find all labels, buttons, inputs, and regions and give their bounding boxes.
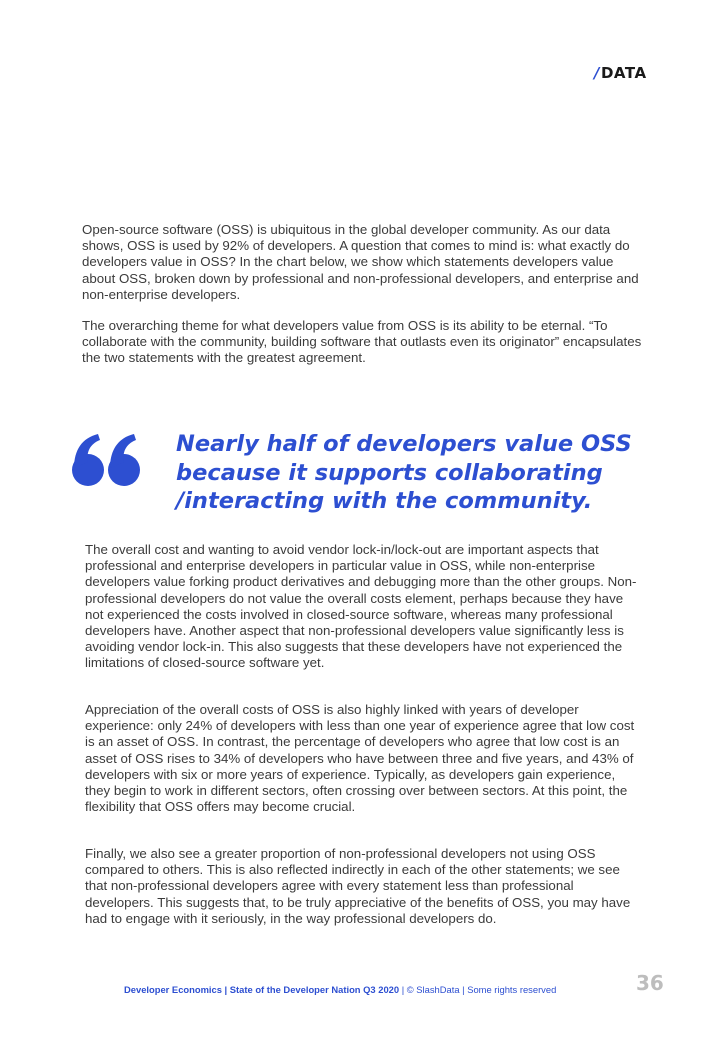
paragraph-cost-lockin: The overall cost and wanting to avoid vendor lock-in/lock-out are important aspects that professional and enterprise developers in particular value in OSS, while non-enterprise developers value forking product derivatives and debugging more than the other groups. Non-professional developers do not value the overall costs element, perhaps because they have not experienced the costs involved in closed-source software, whereas many professional developers have. Another aspect that non-professional developers value significantly less is avoiding vendor lock-in. This also suggests that these developers have not experienced the limitations of closed-source software yet. xyxy=(85,542,637,671)
footer xyxy=(124,984,624,995)
page-number: 36 xyxy=(636,971,664,995)
logo-text: DATA xyxy=(600,64,647,82)
logo-slash: / xyxy=(594,64,600,82)
paragraph-experience: Appreciation of the overall costs of OSS is also highly linked with years of developer experience: only 24% of developers with less than one year of experience agree that low cost is an asset of OSS. In contrast, the percentage of developers who agree that low cost is an asset of OSS rises to 34% of developers who have between three and five years, and 43% of developers with six or more years of experience. Typically, as developers gain experience, they begin to work in different sectors, often crossing over between sectors. At this point, the flexibility that OSS offers may become crucial. xyxy=(85,702,635,815)
footer-rights: Some rights reserved xyxy=(467,984,557,995)
footer-publication: Developer Economics | State of the Developer Nation Q3 2020 xyxy=(124,984,400,995)
quote-mark-icon xyxy=(68,424,148,494)
pull-quote: Nearly half of developers value OSS because it supports collaborating /interacting with the community. xyxy=(176,431,632,514)
slashdata-logo xyxy=(594,64,647,82)
footer-separator: | xyxy=(399,984,407,995)
footer-copyright: © SlashData xyxy=(406,984,460,995)
paragraph-non-professional: Finally, we also see a greater proportion of non-professional developers not using OSS compared to others. This is also reflected indirectly in each of the other statements; we see that non-professional developers agree with every statement less than professional developers. This suggests that, to be truly appreciative of the benefits of OSS, you may have had to engage with it seriously, in the way professional developers do. xyxy=(85,846,631,926)
paragraph-eternal-theme: The overarching theme for what developers value from OSS is its ability to be eternal. “To collaborate with the community, building software that outlasts even its originator” encapsulates the two statements with the greatest agreement. xyxy=(82,318,642,366)
paragraph-oss-intro: Open-source software (OSS) is ubiquitous in the global developer community. As our data shows, OSS is used by 92% of developers. A question that comes to mind is: what exactly do developers value in OSS? In the chart below, we show which statements developers value about OSS, broken down by professional and non-professional developers, and enterprise and non-enterprise developers. xyxy=(82,222,639,302)
footer-separator: | xyxy=(459,984,468,995)
